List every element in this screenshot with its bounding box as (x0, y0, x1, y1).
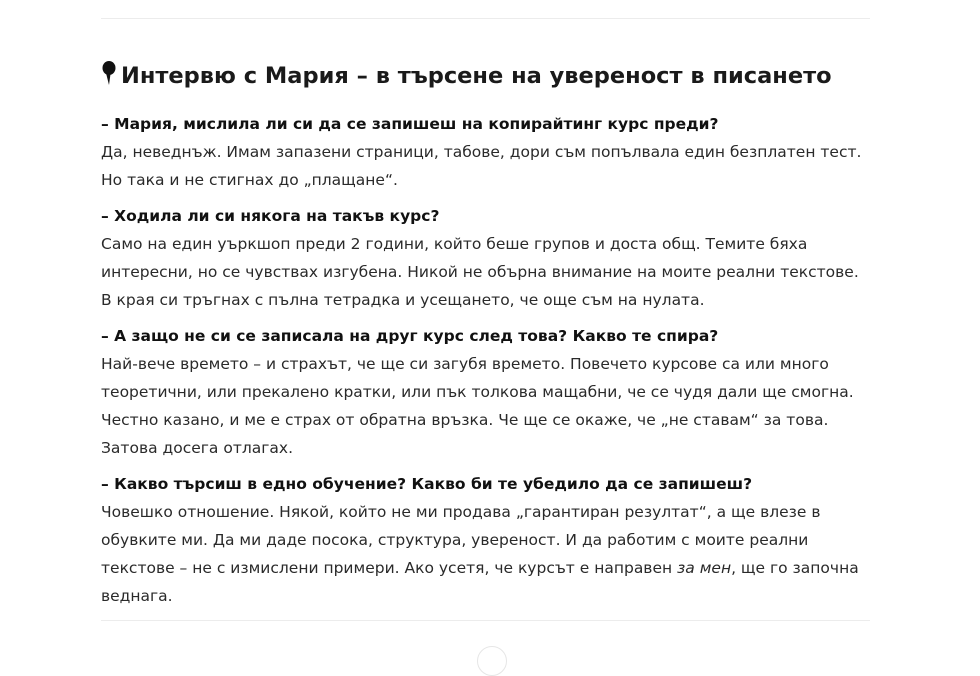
bottom-divider (101, 620, 870, 621)
answer-4-emphasis: за мен (677, 559, 732, 577)
pushpin-icon (101, 60, 117, 86)
answer-2: Само на един уъркшоп преди 2 години, който беше групов и доста общ. Темите бяха интересни, но се чувствах изгубена. Никой не обърна внимание на моите реални текстове. В края си тръгнах с пълна тетрадка и усещането, че още съм на нулата. (101, 235, 859, 309)
answer-3: Най-вече времето – и страхът, че ще си загубя времето. Повечето курсове са или много теоретични, или прекалено кратки, или пък толкова мащабни, че се чудя дали ще смогна. Честно казано, и ме е страх от обратна връзка. Че ще се окаже, че „не ставам“ за това. Затова досега отлагах. (101, 355, 854, 457)
qa-item-3 (101, 322, 873, 462)
answer-4 (101, 498, 873, 610)
top-divider (101, 18, 870, 19)
article-title-text: Интервю с Мария – в търсене на увереност в писането (121, 63, 832, 89)
qa-item-4 (101, 470, 873, 610)
answer-4-text-end: , ще го започна веднага. (101, 559, 859, 605)
question-4: – Какво търсиш в едно обучение? Какво би те убедило да се запишеш? (101, 475, 753, 493)
interview-article (101, 58, 873, 618)
qa-item-1 (101, 110, 873, 194)
question-2: – Ходила ли си някога на такъв курс? (101, 207, 440, 225)
answer-4-text-start: Човешко отношение. Някой, който не ми продава „гарантиран резултат“, а ще влезе в обувките ми. Да ми даде посока, структура, увереност. И да работим с моите реални текстове – не с измислени примери. Ако усетя, че курсът е направен (101, 503, 821, 577)
scroll-circle-button[interactable] (477, 646, 507, 676)
answer-1: Да, неведнъж. Имам запазени страници, табове, дори съм попълвала един безплатен тест. Но така и не стигнах до „плащане“. (101, 143, 862, 189)
qa-item-2 (101, 202, 873, 314)
question-3: – А защо не си се записала на друг курс след това? Какво те спира? (101, 327, 719, 345)
question-1: – Мария, мислила ли си да се запишеш на копирайтинг курс преди? (101, 115, 719, 133)
article-title (101, 58, 873, 94)
